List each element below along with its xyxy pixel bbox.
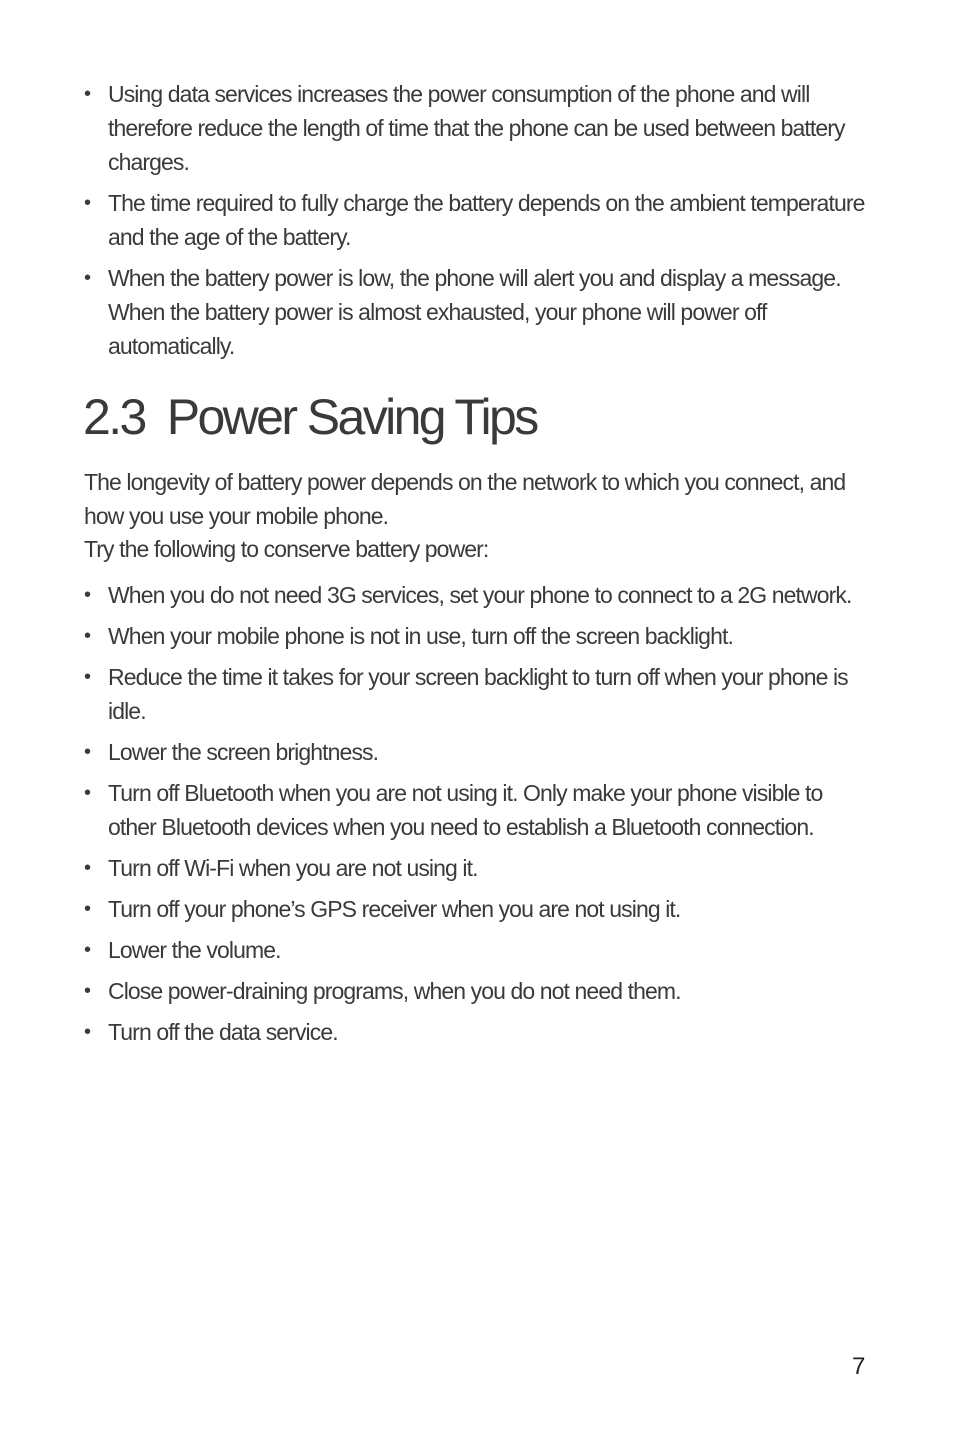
- intro-lead-in: Try the following to conserve battery power:: [84, 536, 489, 562]
- bullet-icon: •: [84, 782, 91, 804]
- section-number: 2.3: [83, 389, 145, 445]
- list-item: [84, 974, 874, 1008]
- list-item-text: When the battery power is low, the phone will alert you and display a message. When the battery power is almost exhausted, your phone will power off automatically.: [108, 265, 841, 359]
- list-item: [84, 892, 874, 926]
- list-item-text: Using data services increases the power consumption of the phone and will therefore reduce the length of time that the phone can be used between battery charges.: [108, 81, 845, 175]
- list-item: [84, 619, 874, 653]
- list-item: [84, 735, 874, 769]
- intro-paragraph: The longevity of battery power depends on the network to which you connect, and how you use your mobile phone.: [84, 469, 846, 529]
- list-item-text: When you do not need 3G services, set your phone to connect to a 2G network.: [108, 582, 852, 608]
- bullet-icon: •: [84, 857, 91, 879]
- list-item-text: Lower the volume.: [108, 937, 281, 963]
- battery-notes-list: [84, 77, 874, 370]
- bullet-icon: •: [84, 898, 91, 920]
- list-item-text: Lower the screen brightness.: [108, 739, 379, 765]
- list-item-text: Turn off Wi-Fi when you are not using it.: [108, 855, 478, 881]
- list-item-text: When your mobile phone is not in use, turn off the screen backlight.: [108, 623, 733, 649]
- list-item: [84, 77, 874, 179]
- bullet-icon: •: [84, 192, 91, 214]
- bullet-icon: •: [84, 1021, 91, 1043]
- bullet-icon: •: [84, 267, 91, 289]
- bullet-icon: •: [84, 666, 91, 688]
- list-item: [84, 933, 874, 967]
- page-number: 7: [852, 1353, 866, 1380]
- list-item: [84, 1015, 874, 1049]
- list-item-text: Close power-draining programs, when you do not need them.: [108, 978, 681, 1004]
- list-item-text: Turn off the data service.: [108, 1019, 338, 1045]
- section-title: Power Saving Tips: [166, 389, 537, 445]
- list-item: [84, 660, 874, 728]
- bullet-icon: •: [84, 625, 91, 647]
- list-item-text: Reduce the time it takes for your screen backlight to turn off when your phone is idle.: [108, 664, 848, 724]
- list-item: [84, 186, 874, 254]
- list-item-text: Turn off your phone’s GPS receiver when you are not using it.: [108, 896, 681, 922]
- power-saving-tips-list: [84, 578, 874, 1056]
- section-heading: [83, 384, 537, 450]
- bullet-icon: •: [84, 939, 91, 961]
- list-item-text: Turn off Bluetooth when you are not using it. Only make your phone visible to other Bluetooth devices when you need to establish a Bluetooth connection.: [108, 780, 823, 840]
- bullet-icon: •: [84, 980, 91, 1002]
- list-item: [84, 776, 874, 844]
- bullet-icon: •: [84, 741, 91, 763]
- list-item: [84, 261, 874, 363]
- bullet-icon: •: [84, 584, 91, 606]
- bullet-icon: •: [84, 83, 91, 105]
- list-item: [84, 851, 874, 885]
- list-item-text: The time required to fully charge the battery depends on the ambient temperature and the age of the battery.: [108, 190, 865, 250]
- list-item: [84, 578, 874, 612]
